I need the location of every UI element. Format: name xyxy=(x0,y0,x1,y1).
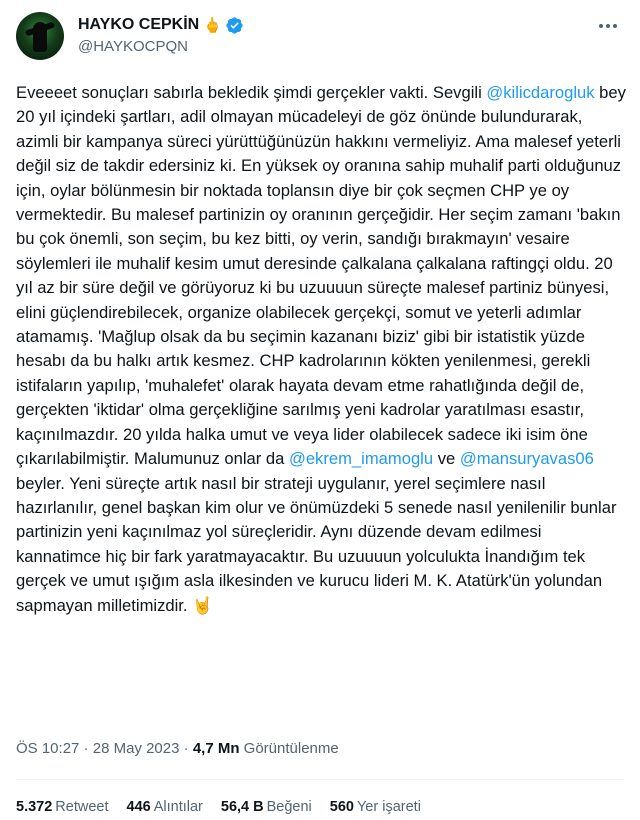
tweet-text-segment: Eveeeet sonuçları sabırla bekledik şimdi gerçekler vakti. Sevgili xyxy=(16,83,487,102)
meta-separator: · xyxy=(79,740,93,757)
name-row xyxy=(78,14,244,36)
dot xyxy=(599,24,603,28)
stat-number: 56,4 B xyxy=(220,799,264,815)
display-name[interactable]: HAYKO CEPKİN xyxy=(78,16,200,33)
tweet-text xyxy=(16,81,628,618)
stat-label: Beğeni xyxy=(266,799,312,815)
view-count: 4,7 Mn xyxy=(192,740,240,757)
name-emoji: 🖕 xyxy=(203,15,222,34)
tweet-text-segment: beyler. Yeni süreçte artık nasıl bir strateji uygulanır, yerel seçimlere nasıl hazırlanılır, genel başkan kim olur ve önümüzdeki 5 senede nasıl yenilenilir bunlar partinizin yeni kaçınılmaz yol süreçleridir. Aynı düzende devam edilmesi kannatimce hiç bir fark yaratmayacaktır. Bu uzuuuun yolculukta İnandığım tek gerçek ve umut ışığım asla ilkesinden ve kurucu lideri M. K. Atatürk'ün yolundan sapmayan milletimizdir. 🤘 xyxy=(16,473,617,615)
stat-label: Yer işareti xyxy=(356,799,421,815)
dot xyxy=(613,24,617,28)
verified-badge-icon[interactable] xyxy=(225,16,244,35)
stat-label: Retweet xyxy=(55,799,109,815)
divider xyxy=(16,779,624,780)
stat-bookmarks[interactable] xyxy=(330,799,421,815)
tweet-text-segment: ve xyxy=(433,449,460,469)
tweet-meta xyxy=(16,740,339,757)
mention-link[interactable]: @kilicdarogluk xyxy=(486,83,595,102)
tweet-time[interactable]: ÖS 10:27 xyxy=(16,740,80,757)
view-label: Görüntülenme xyxy=(239,740,339,757)
tweet-stats xyxy=(16,799,439,815)
tweet-date[interactable]: 28 May 2023 xyxy=(92,740,180,757)
author-info xyxy=(78,14,244,55)
stat-likes[interactable] xyxy=(221,799,312,815)
mention-link[interactable]: @mansuryavas06 xyxy=(459,449,594,469)
tweet-text-segment: bey 20 yıl içindeki şartları, adil olmayan mücadeleyi de göz önünde bulundurarak, azimli bir kampanya süreci yürüttüğünüzün hakkını vermeliyiz. Ama malesef yeterli değil siz de takdir edersiniz ki. En yüksek oy oranına sahip muhalif parti olduğunuz için, oylar bölünmesin bir noktada toplansın diye bir çok seçmen CHP ye oy vermektedir. Bu malesef partinizin oy oranının gerçeğidir. Her seçim zamanı 'bakın bu çok önemli, son seçim, bu kez bitti, oy verin, sandığı bırakmayın' vesaire söylemleri ile muhalif kesim umut deresinde çalkalana çalkalana raftingçi oldu. 20 yıl az bir süre değil ve görüyoruz ki bu uzuuuun süreçte malesef partiniz bünyesi, elini güçlendirebilecek, organize olabilecek gerçekçi, somut ve yeterli adımlar atamamış. 'Mağlup olsak da bu seçimin kazananı biziz' gibi bir istatistik yüzde hesabı da bu halkı artık kesmez. CHP kadrolarının kökten yenilenmesi, gerekli istifaların yapılıp, 'muhalefet' olarak hayata devam etme rahatlığında değil de, gerçekten 'iktidar' olma gerçekliğine sarılmış yeni kadrolar yaratılması esastır, kaçınılmazdır. 20 yılda halka umut ve veya lider olabilecek sadece iki isim öne çıkarılabilmiştir. Malumunuz onlar da xyxy=(16,83,626,469)
user-handle[interactable]: @HAYKOCPQN xyxy=(78,38,188,55)
stat-number: 446 xyxy=(126,799,151,815)
ellipsis-icon[interactable] xyxy=(596,16,620,36)
stat-retweets[interactable] xyxy=(16,799,109,815)
stat-label: Alıntılar xyxy=(153,799,203,815)
meta-separator: · xyxy=(179,740,193,757)
stat-number: 560 xyxy=(329,799,354,815)
stat-quotes[interactable] xyxy=(127,799,203,815)
stat-number: 5.372 xyxy=(16,799,53,815)
user-avatar[interactable] xyxy=(16,12,64,60)
dot xyxy=(606,24,610,28)
tweet-header xyxy=(16,12,624,60)
mention-link[interactable]: @ekrem_imamoglu xyxy=(288,449,434,469)
